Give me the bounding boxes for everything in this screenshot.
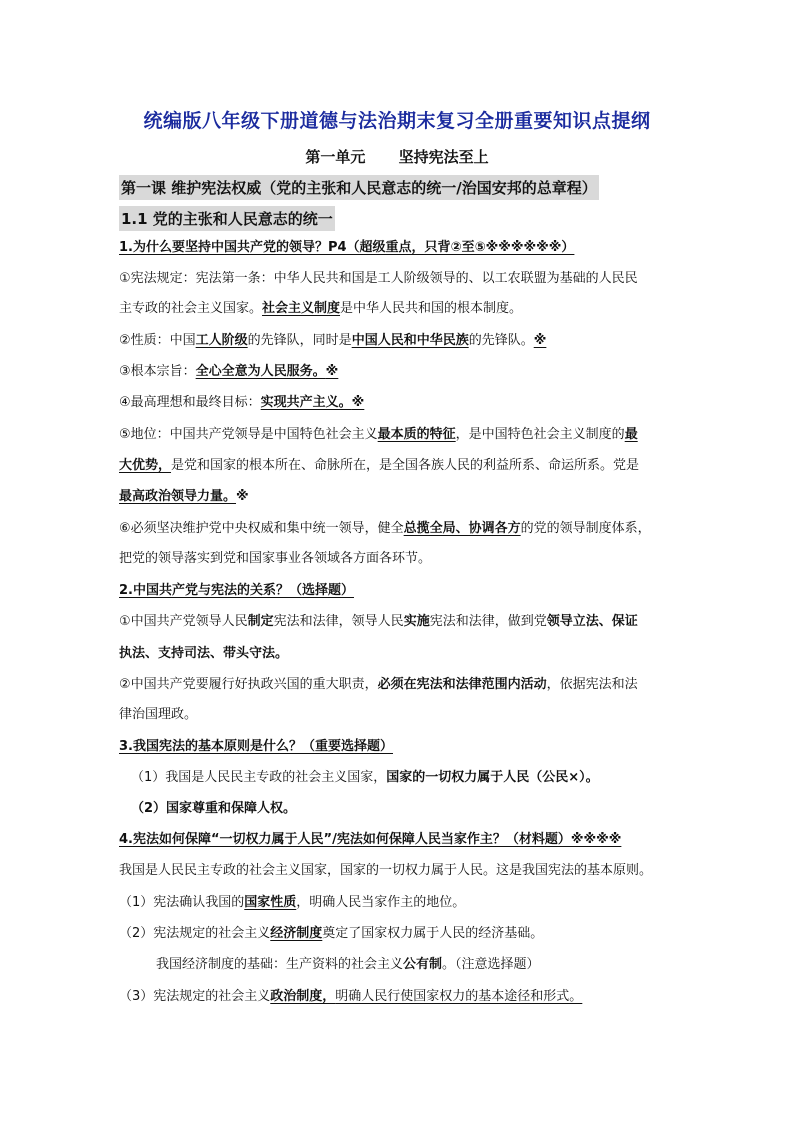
q1-line-4	[119, 363, 338, 381]
keyword: 国家性质	[244, 895, 297, 910]
q4-line-1: 我国是人民民主专政的社会主义国家，国家的一切权力属于人民。这是我国宪法的基本原则。	[119, 863, 653, 878]
text: 主专政的社会主义国家。	[119, 301, 263, 316]
text: （3）宪法规定的社会主义	[119, 989, 271, 1004]
keyword: 最高政治领导力量。	[119, 489, 237, 504]
q1-line-6	[119, 426, 638, 444]
keyword: 社会主义制度	[262, 301, 341, 316]
keyword: 国家的一切权力属于人民（公民×）。	[386, 770, 599, 785]
question-1-heading: 1.为什么要坚持中国共产党的领导？P4（超级重点，只背②至⑤※※※※※※）	[119, 240, 575, 255]
text: ②性质：中国	[119, 333, 196, 348]
question-2-heading: 2.中国共产党与宪法的关系？（选择题）	[119, 583, 354, 598]
q2-line-3	[119, 676, 638, 694]
text: ⑤地位：中国共产党领导是中国特色社会主义	[119, 427, 378, 442]
text: 明确人民行使国家权力的基本途径和形式。	[335, 989, 583, 1004]
importance-mark: ※	[325, 364, 339, 379]
text: ⑥必须坚决维护党中央权威和集中统一领导，健全	[119, 521, 404, 536]
keyword: 必须在宪法和法律范围内活动	[377, 677, 547, 692]
text: 是中华人民共和国的根本制度。	[340, 301, 523, 316]
q1-line-10: 把党的领导落实到党和国家事业各领域各方面各环节。	[119, 551, 432, 566]
importance-mark: ※	[351, 395, 365, 410]
q2-line-4: 律治国理政。	[119, 707, 198, 722]
q1-line-8	[119, 488, 249, 506]
text: 的先锋队，同时是	[247, 333, 352, 348]
text: ③根本宗旨：	[119, 364, 196, 379]
text: 的党的领导制度体系，	[520, 521, 651, 536]
keyword: 最	[624, 427, 638, 442]
unit-name: 坚持宪法至上	[398, 148, 489, 166]
text: ，依据宪法和法	[546, 677, 638, 692]
importance-mark: ※	[236, 489, 249, 504]
lesson-heading: 第一课 维护宪法权威（党的主张和人民意志的统一/治国安邦的总章程）	[119, 175, 599, 200]
q4-line-5	[119, 988, 582, 1006]
text: 宪法和法律，领导人民	[273, 614, 404, 629]
text: ①中国共产党领导人民	[119, 614, 248, 629]
keyword: 政治制度，	[270, 989, 336, 1004]
unit-heading	[0, 146, 794, 167]
text: 宪法和法律，做到党	[429, 614, 547, 629]
q3-line-2: （2）国家尊重和保障人权。	[131, 801, 297, 816]
q1-line-7	[119, 457, 639, 475]
importance-mark: ※	[533, 333, 547, 348]
text: ，是中国特色社会主义制度的	[455, 427, 625, 442]
keyword: 工人阶级	[195, 333, 248, 348]
keyword: 制定	[247, 614, 274, 629]
text: ④最高理想和最终目标：	[119, 395, 261, 410]
keyword: 经济制度	[270, 926, 323, 941]
text: （1）我国是人民民主专政的社会主义国家，	[131, 770, 387, 785]
document-title: 统编版八年级下册道德与法治期末复习全册重要知识点提纲	[143, 110, 651, 132]
q3-line-1	[131, 769, 599, 787]
keyword: 实现共产主义。	[260, 395, 352, 410]
text: ②中国共产党要履行好执政兴国的重大职责，	[119, 677, 378, 692]
q4-line-2	[119, 894, 465, 912]
text: （2）宪法规定的社会主义	[119, 926, 271, 941]
text: 。（注意选择题）	[442, 957, 540, 972]
q1-line-9	[119, 520, 651, 538]
section-heading: 1.1 党的主张和人民意志的统一	[119, 206, 335, 231]
unit-label: 第一单元	[305, 148, 366, 166]
q2-line-2: 执法、支持司法、带头守法。	[119, 646, 289, 661]
text: 的先锋队。	[468, 333, 534, 348]
q2-line-1	[119, 613, 638, 631]
q4-line-3	[119, 925, 543, 943]
question-4-heading: 4.宪法如何保障“一切权力属于人民”/宪法如何保障人民当家作主？（材料题）※※※※	[119, 832, 622, 847]
q1-line-5	[119, 394, 364, 412]
text: 我国经济制度的基础：生产资料的社会主义	[156, 957, 404, 972]
question-3-heading: 3.我国宪法的基本原则是什么？（重要选择题）	[119, 739, 393, 754]
q4-line-4	[156, 956, 540, 974]
keyword: 大优势，	[119, 458, 172, 473]
keyword: 公有制	[403, 957, 443, 972]
keyword: 总揽全局、协调各方	[403, 521, 521, 536]
text: （1）宪法确认我国的	[119, 895, 245, 910]
text: 奠定了国家权力属于人民的经济基础。	[322, 926, 544, 941]
keyword: 实施	[403, 614, 430, 629]
text: ，明确人民当家作主的地位。	[296, 895, 466, 910]
q1-line-1: ①宪法规定：宪法第一条：中华人民共和国是工人阶级领导的、以工农联盟为基础的人民民	[119, 271, 638, 286]
text: 是党和国家的根本所在、命脉所在，是全国各族人民的利益所系、命运所系。党是	[171, 458, 640, 473]
keyword: 全心全意为人民服务。	[195, 364, 326, 379]
keyword: 最本质的特征	[377, 427, 456, 442]
keyword: 中国人民和中华民族	[351, 333, 469, 348]
q1-line-2	[119, 300, 522, 318]
q1-line-3	[119, 332, 546, 350]
keyword: 领导立法、保证	[546, 614, 638, 629]
